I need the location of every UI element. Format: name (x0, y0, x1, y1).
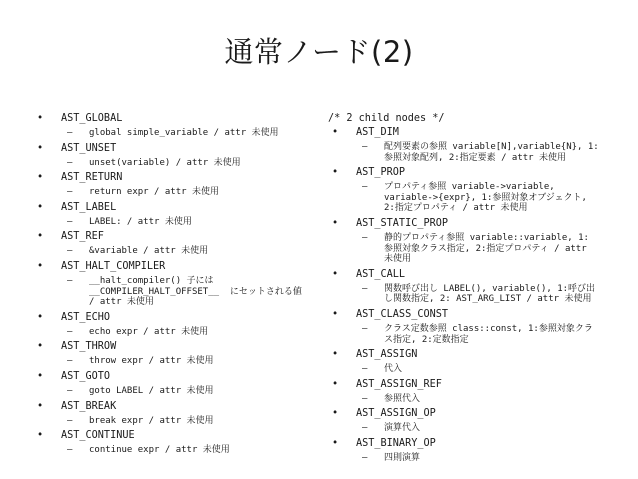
node-name: AST_ECHO (61, 311, 111, 323)
node-description-row (33, 276, 318, 308)
list-item-row (328, 167, 628, 179)
node-description: continue expr / attr 未使用 (89, 445, 230, 456)
list-item-row (33, 231, 318, 243)
node-description: break expr / attr 未使用 (89, 415, 214, 426)
list-item (33, 401, 318, 427)
list-item (33, 312, 318, 338)
node-description-row (328, 284, 628, 305)
list-item-row (33, 143, 318, 155)
dash-icon: – (362, 452, 368, 463)
dash-icon: – (67, 216, 73, 227)
left-column (33, 113, 318, 460)
bullet-icon: • (37, 370, 44, 382)
dash-icon: – (362, 232, 368, 243)
dash-icon: – (67, 157, 73, 168)
node-description-row (33, 386, 318, 397)
node-description-row (328, 142, 628, 163)
node-name: AST_GOTO (61, 370, 111, 382)
node-description-row (33, 158, 318, 169)
node-description: プロパティ参照 variable->variable, variable->{expr}, 1:参照対象オブジェクト, 2:指定プロパティ / attr 未使用 (384, 182, 587, 214)
bullet-icon: • (332, 378, 339, 390)
list-item-row (33, 202, 318, 214)
list-item (328, 438, 628, 464)
bullet-icon: • (37, 430, 44, 442)
bullet-icon: • (37, 172, 44, 184)
list-item (33, 371, 318, 397)
bullet-icon: • (37, 113, 44, 124)
node-name: AST_ASSIGN_OP (356, 408, 436, 420)
node-name: AST_DIM (356, 127, 399, 138)
node-description-row (328, 453, 628, 464)
bullet-icon: • (37, 400, 44, 412)
node-name: AST_ASSIGN (356, 349, 418, 361)
node-name: AST_RETURN (61, 172, 123, 184)
list-item (33, 261, 318, 308)
node-name: AST_HALT_COMPILER (61, 260, 166, 272)
list-item (328, 269, 628, 305)
node-description: global simple_variable / attr 未使用 (89, 128, 279, 138)
node-name: AST_BREAK (61, 400, 117, 412)
dash-icon: – (362, 393, 368, 404)
list-item (328, 408, 628, 434)
node-name: AST_CONTINUE (61, 430, 135, 442)
node-description-row (328, 182, 628, 214)
node-description: LABEL: / attr 未使用 (89, 216, 192, 227)
node-description: &variable / attr 未使用 (89, 246, 209, 257)
node-name: AST_UNSET (61, 142, 117, 154)
node-description-row (33, 327, 318, 338)
slide-title: 通常ノード(2) (224, 35, 414, 69)
node-description-row (328, 423, 628, 434)
list-item (328, 349, 628, 375)
dash-icon: – (362, 283, 368, 294)
list-item (328, 218, 628, 265)
dash-icon: – (67, 275, 73, 286)
node-description: goto LABEL / attr 未使用 (89, 385, 214, 396)
node-description-row (33, 246, 318, 257)
node-description: 参照代入 (384, 393, 421, 404)
node-description: __halt_compiler() 子には __COMPILER_HALT_OFFSET__ にセットされる値 / attr 未使用 (89, 275, 302, 308)
node-description-row (33, 356, 318, 367)
list-item-row (328, 379, 628, 391)
list-item (328, 167, 628, 214)
bullet-icon: • (332, 437, 339, 449)
node-description: クラス定数参照 class::const, 1:参照対象クラ ス指定, 2:定数指定 (384, 323, 593, 345)
node-name: AST_REF (61, 231, 104, 243)
list-item-row (33, 341, 318, 353)
node-description-row (33, 445, 318, 456)
dash-icon: – (362, 182, 368, 193)
list-item-row (33, 261, 318, 273)
bullet-icon: • (37, 311, 44, 323)
node-description: return expr / attr 未使用 (89, 187, 219, 198)
node-description: throw expr / attr 未使用 (89, 356, 214, 367)
node-description-row (328, 324, 628, 345)
node-description: 静的プロパティ参照 variable::variable, 1: 参照対象クラス指定, 2:指定プロパティ / attr 未使用 (384, 232, 589, 265)
node-description-row (328, 364, 628, 375)
bullet-icon: • (37, 142, 44, 154)
node-description: 演算代入 (384, 423, 421, 434)
list-item (33, 172, 318, 198)
node-description-row (33, 416, 318, 427)
node-name: AST_GLOBAL (61, 113, 123, 124)
node-name: AST_CLASS_CONST (356, 308, 449, 320)
bullet-icon: • (332, 408, 339, 420)
node-description-row (33, 187, 318, 198)
right-column (328, 113, 628, 468)
node-name: AST_STATIC_PROP (356, 217, 449, 229)
node-description: echo expr / attr 未使用 (89, 326, 209, 337)
list-item-row (328, 309, 628, 321)
dash-icon: – (67, 445, 73, 456)
list-item (33, 113, 318, 139)
list-item-row (33, 172, 318, 184)
node-name: AST_ASSIGN_REF (356, 378, 442, 390)
dash-icon: – (67, 246, 73, 257)
bullet-icon: • (332, 349, 339, 361)
list-item (328, 309, 628, 345)
list-item-row (328, 438, 628, 450)
dash-icon: – (362, 423, 368, 434)
node-name: AST_BINARY_OP (356, 437, 436, 449)
node-description: 四則演算 (384, 452, 421, 463)
list-item-row (328, 218, 628, 230)
bullet-icon: • (37, 201, 44, 213)
node-description-row (328, 394, 628, 405)
list-item-row (33, 371, 318, 383)
dash-icon: – (67, 415, 73, 426)
node-description: unset(variable) / attr 未使用 (89, 157, 241, 168)
list-item (33, 231, 318, 257)
dash-icon: – (362, 364, 368, 375)
node-description-row (33, 128, 318, 139)
list-item-row (33, 401, 318, 413)
dash-icon: – (67, 326, 73, 337)
dash-icon: – (67, 128, 73, 138)
list-item-row (33, 430, 318, 442)
list-item (328, 379, 628, 405)
node-description-row (33, 217, 318, 228)
list-item-row (328, 127, 628, 139)
bullet-icon: • (332, 268, 339, 280)
bullet-icon: • (332, 167, 339, 179)
list-item (33, 202, 318, 228)
dash-icon: – (67, 187, 73, 198)
list-item (33, 341, 318, 367)
bullet-icon: • (37, 341, 44, 353)
node-name: AST_CALL (356, 268, 406, 280)
node-description: 配列要素の参照 variable[N],variable{N}, 1: 参照対象配列, 2:指定要素 / attr 未使用 (384, 142, 599, 163)
list-item (33, 143, 318, 169)
node-name: AST_THROW (61, 341, 117, 353)
bullet-icon: • (37, 231, 44, 243)
bullet-icon: • (332, 308, 339, 320)
dash-icon: – (362, 142, 368, 152)
bullet-icon: • (332, 127, 339, 138)
list-item (328, 127, 628, 163)
list-item-row (328, 349, 628, 361)
list-item-row (33, 312, 318, 324)
node-name: AST_PROP (356, 167, 406, 179)
list-item-row (328, 269, 628, 281)
dash-icon: – (67, 385, 73, 396)
bullet-icon: • (37, 260, 44, 272)
node-description: 関数呼び出し LABEL(), variable(), 1:呼び出 し関数指定, 2: AST_ARG_LIST / attr 未使用 (384, 283, 596, 305)
node-description-row (328, 233, 628, 265)
node-description: 代入 (384, 364, 403, 375)
list-item-row (328, 408, 628, 420)
bullet-icon: • (332, 217, 339, 229)
section-comment: /* 2 child nodes */ (328, 113, 445, 124)
list-item (33, 430, 318, 456)
node-name: AST_LABEL (61, 201, 117, 213)
list-item-row (33, 113, 318, 125)
dash-icon: – (67, 356, 73, 367)
dash-icon: – (362, 323, 368, 334)
